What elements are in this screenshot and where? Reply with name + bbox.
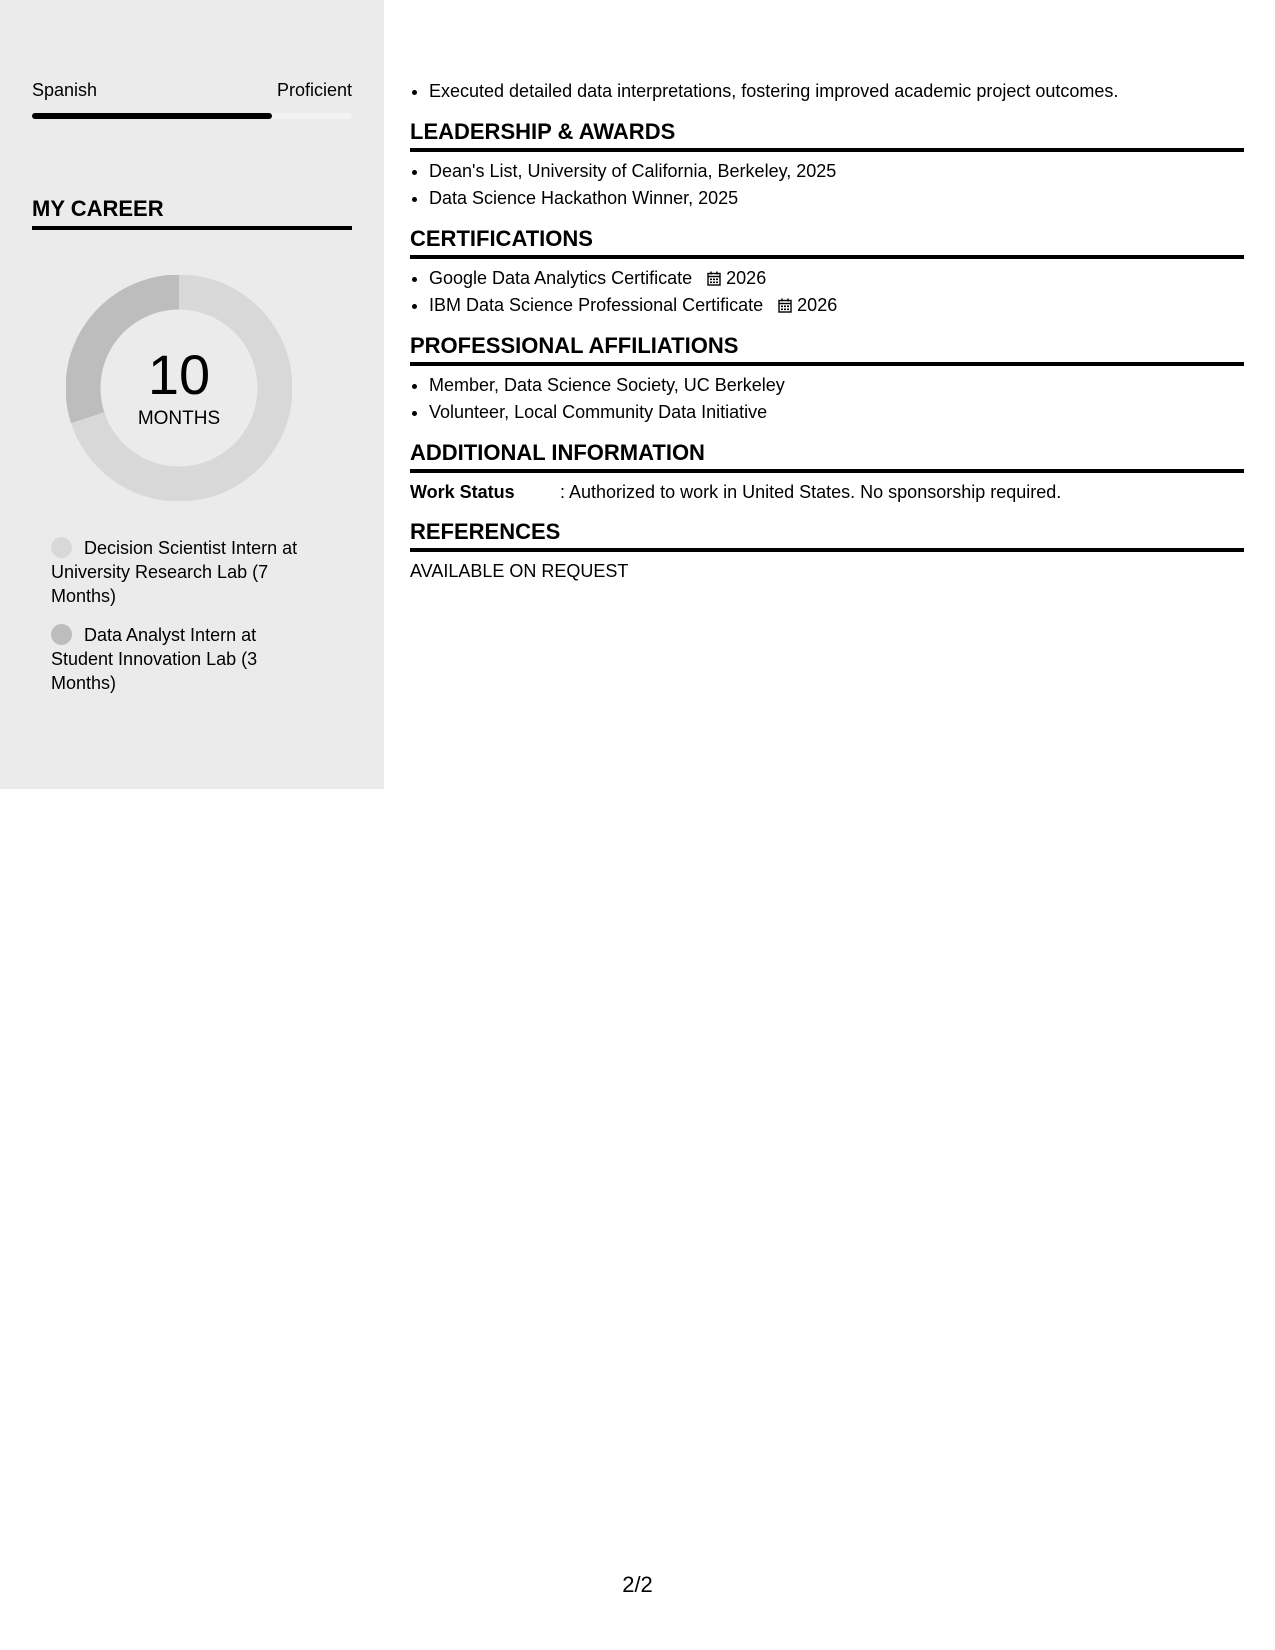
legend-dot-icon — [51, 624, 72, 645]
legend-dot-icon — [51, 537, 72, 558]
references-heading: REFERENCES — [410, 519, 1244, 552]
certifications-list — [410, 265, 1244, 319]
career-legend — [51, 536, 321, 710]
list-item: • Member, Data Science Society, UC Berkeley — [429, 372, 1244, 399]
career-legend-text: Data Analyst Intern at Student Innovation Lab (3 Months) — [51, 625, 258, 693]
additional-info-heading: ADDITIONAL INFORMATION — [410, 440, 1244, 473]
career-legend-text: Decision Scientist Intern at University Research Lab (7 Months) — [51, 538, 298, 606]
language-proficiency-bar — [32, 113, 352, 119]
affiliations-heading: PROFESSIONAL AFFILIATIONS — [410, 333, 1244, 366]
list-item: • Dean's List, University of California, Berkeley, 2025 — [429, 158, 1244, 185]
certifications-heading: CERTIFICATIONS — [410, 226, 1244, 259]
list-item: • Executed detailed data interpretations, fostering improved academic project outcomes. — [429, 78, 1244, 105]
career-legend-item — [51, 623, 321, 695]
calendar-icon — [707, 271, 721, 286]
work-status-row — [410, 479, 1244, 505]
certification-name: Google Data Analytics Certificate — [429, 268, 693, 288]
certification-year: 2026 — [726, 268, 767, 288]
career-heading: MY CAREER — [32, 196, 352, 230]
language-name: Spanish — [32, 80, 98, 100]
work-status-label: Work Status — [410, 482, 515, 502]
leadership-heading: LEADERSHIP & AWARDS — [410, 119, 1244, 152]
certification-year: 2026 — [797, 295, 838, 315]
sidebar — [0, 0, 384, 789]
language-proficiency-fill — [32, 113, 272, 119]
career-legend-item — [51, 536, 321, 608]
certification-name: IBM Data Science Professional Certificate — [429, 295, 764, 315]
language-level: Proficient — [276, 80, 352, 100]
career-total-unit: MONTHS — [137, 408, 221, 429]
experience-bullets — [410, 78, 1244, 105]
references-text: AVAILABLE ON REQUEST — [410, 561, 629, 581]
list-item — [429, 292, 1244, 319]
work-status-value: : Authorized to work in United States. No sponsorship required. — [560, 482, 1062, 502]
list-item — [429, 265, 1244, 292]
calendar-icon — [778, 298, 792, 313]
page-number: 2/2 — [622, 1572, 653, 1597]
career-total-number: 10 — [147, 343, 211, 406]
list-item: • Data Science Hackathon Winner, 2025 — [429, 185, 1244, 212]
leadership-list — [410, 158, 1244, 212]
affiliations-list — [410, 372, 1244, 426]
language-row — [32, 80, 352, 101]
main-content — [410, 78, 1244, 584]
list-item: • Volunteer, Local Community Data Initiative — [429, 399, 1244, 426]
